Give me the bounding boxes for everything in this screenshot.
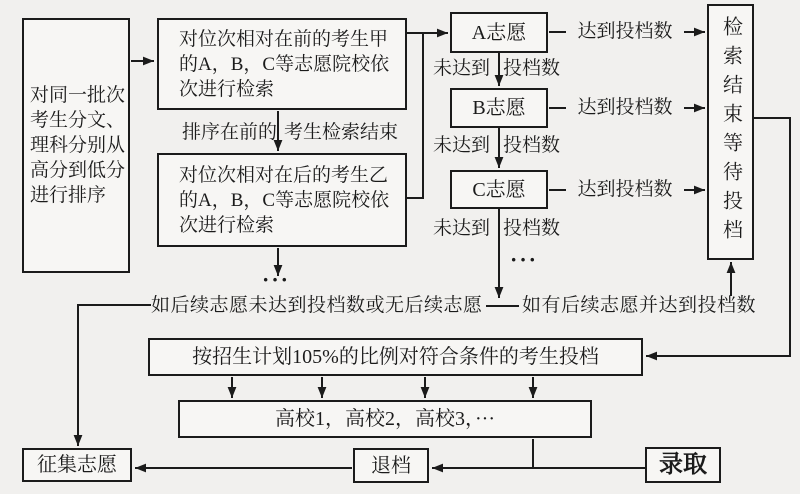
sort-line: 进行排序 [30,185,107,206]
choice-b-box: B志愿 [450,88,548,128]
candidate-front-box [157,18,407,110]
candidate-back-line: 对位次相对在后的考生乙 [179,164,389,186]
ellipsis-more-choices: ··· [510,247,539,272]
not-reached-label-b: 未达到 [433,135,491,156]
quota-label-b: 投档数 [503,135,561,156]
sorted-first-done-right: 考生检索结束 [283,122,398,143]
collect-preference-box: 征集志愿 [22,448,132,482]
not-reached-label-a: 未达到 [433,58,491,79]
sorted-first-done-left: 排序在前的 [182,122,278,143]
search-end-wait-box [707,4,754,260]
arrow-ifnonext-to-collect [78,305,151,446]
sorted-first-done-label [182,122,398,144]
choice-c-box: C志愿 [450,170,548,209]
schools-box: 高校1，高校2，高校3，··· [178,400,592,438]
withdraw-box: 退档 [353,448,429,483]
admit-box: 录取 [645,447,721,483]
sort-line: 高分到低分 [30,160,126,181]
candidate-front-line: 次进行检索 [179,78,275,100]
candidate-back-line: 的A，B，C等志愿院校依 [179,189,390,211]
choice-a-box: A志愿 [450,12,548,53]
quota-label-a: 投档数 [503,58,561,79]
sort-line: 对同一批次 [30,85,126,106]
sort-line: 理科分别从 [30,135,126,156]
line-back-join-choice-a [407,34,423,198]
search-end-wait-text: 检索结束等待投档 [719,16,742,248]
plan-ratio-box: 按招生计划105%的比例对符合条件的考生投档 [148,338,643,376]
quota-label-c: 投档数 [503,218,561,239]
sort-line: 考生分文、 [30,110,126,131]
if-next-preference-label: 如有后续志愿并达到投档数 [522,295,757,316]
not-reached-label-c: 未达到 [433,218,491,239]
reached-quota-label-b: 达到投档数 [566,97,684,119]
sort-batch-box [22,18,130,273]
reached-quota-label-a: 达到投档数 [566,21,684,43]
if-no-next-preference-label: 如后续志愿未达到投档数或无后续志愿 [151,295,483,316]
candidate-front-line: 对位次相对在前的考生甲 [179,28,389,50]
candidate-back-box [157,153,407,247]
reached-quota-label-c: 达到投档数 [566,179,684,201]
ellipsis-more-candidates: ··· [262,267,291,292]
candidate-front-line: 的A，B，C等志愿院校依 [179,53,390,75]
candidate-back-line: 次进行检索 [179,214,275,236]
